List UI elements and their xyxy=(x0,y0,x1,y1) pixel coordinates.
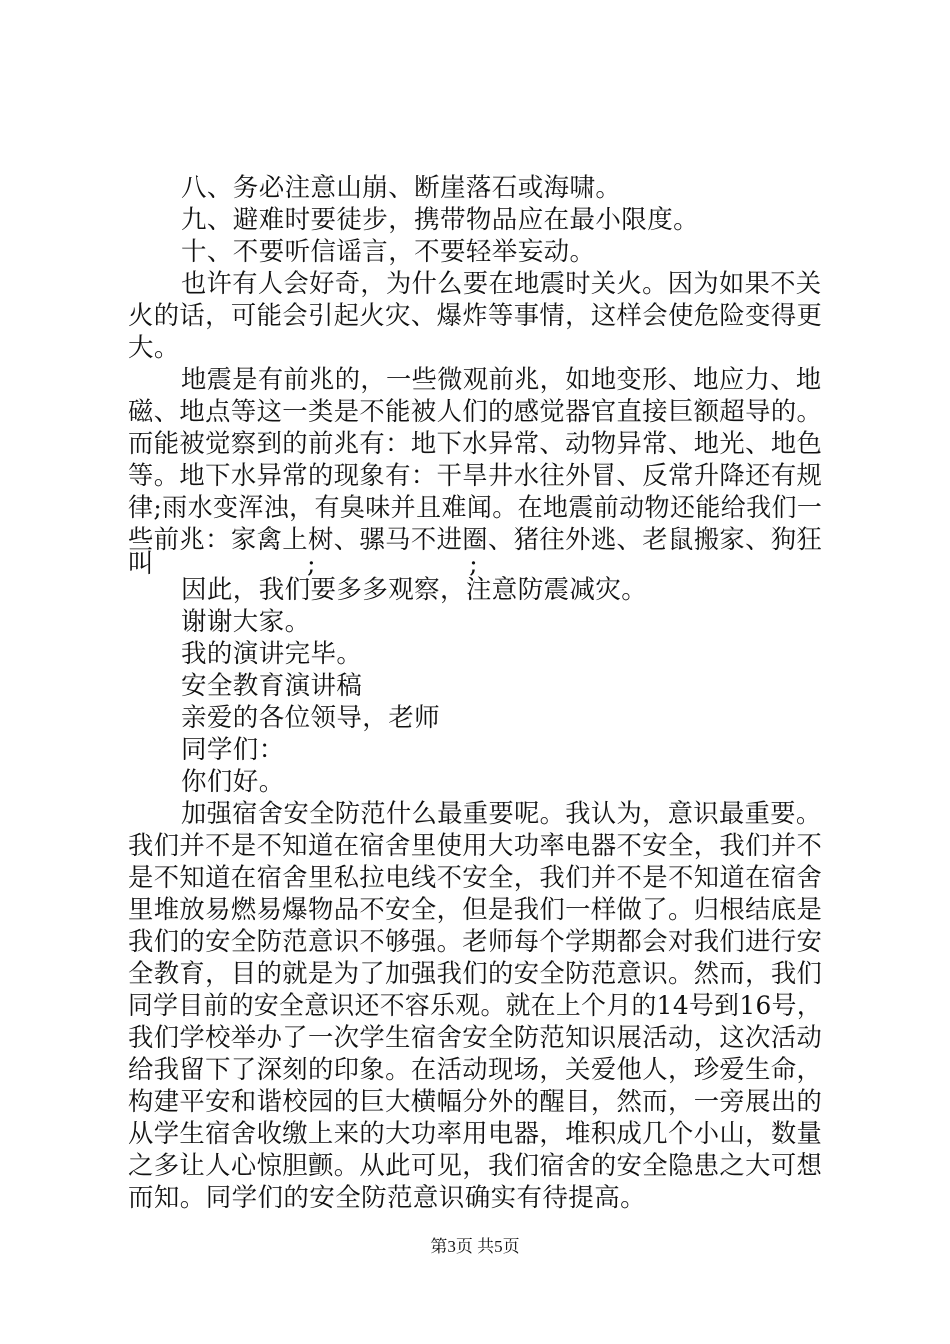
paragraph-line: 我们学校举办了一次学生宿舍安全防范知识展活动，这次活动 xyxy=(128,1023,823,1053)
paragraph-line: 是不知道在宿舍里私拉电线不安全，我们并不是不知道在宿舍 xyxy=(128,863,823,893)
paragraph-line: 我们的安全防范意识不够强。老师每个学期都会对我们进行安 xyxy=(128,927,823,957)
paragraph-line: 给我留下了深刻的印象。在活动现场，关爱他人，珍爱生命， xyxy=(128,1055,823,1085)
salutation-line: 同学们： xyxy=(181,735,285,765)
paragraph-line: 磁、地点等这一类是不能被人们的感觉器官直接巨额超导的。 xyxy=(128,397,823,427)
paragraph-line: 构建平安和谐校园的巨大横幅分外的醒目，然而，一旁展出的 xyxy=(128,1087,823,1117)
paragraph-line: 而能被觉察到的前兆有：地下水异常、动物异常、地光、地色 xyxy=(128,429,823,459)
list-item-10: 十、不要听信谣言，不要轻举妄动。 xyxy=(181,237,596,267)
paragraph-line: 律;雨水变浑浊，有臭味并且难闻。在地震前动物还能给我们一 xyxy=(128,493,823,523)
paragraph-line: 我们并不是不知道在宿舍里使用大功率电器不安全，我们并不 xyxy=(128,831,823,861)
paragraph-line: 因此，我们要多多观察，注意防震减灾。 xyxy=(181,575,648,605)
paragraph-line: 火的话，可能会引起火灾、爆炸等事情，这样会使危险变得更 xyxy=(128,301,823,331)
paragraph-line: 从学生宿舍收缴上来的大功率用电器，堆积成几个小山，数量 xyxy=(128,1119,823,1149)
paragraph-line: 而知。同学们的安全防范意识确实有待提高。 xyxy=(128,1183,647,1213)
section-title: 安全教育演讲稿 xyxy=(181,671,363,701)
paragraph-line: 全教育，目的就是为了加强我们的安全防范意识。然而，我们 xyxy=(128,959,823,989)
paragraph-line: 同学目前的安全意识还不容乐观。就在上个月的14号到16号， xyxy=(128,991,823,1021)
paragraph-line: 大。 xyxy=(128,333,180,363)
paragraph-line: 加强宿舍安全防范什么最重要呢。我认为，意识最重要。 xyxy=(181,799,822,829)
list-item-8: 八、务必注意山崩、断崖落石或海啸。 xyxy=(181,173,622,203)
paragraph-line: 谢谢大家。 xyxy=(181,607,311,637)
paragraph-line: 也许有人会好奇，为什么要在地震时关火。因为如果不关 xyxy=(181,269,822,299)
greeting-line: 你们好。 xyxy=(181,767,285,797)
list-item-9: 九、避难时要徒步，携带物品应在最小限度。 xyxy=(181,205,700,235)
paragraph-line: 些前兆：家禽上树、骡马不进圈、猪往外逃、老鼠搬家、狗狂 xyxy=(128,525,823,555)
paragraph-line: 里堆放易燃易爆物品不安全，但是我们一样做了。归根结底是 xyxy=(128,895,823,925)
paragraph-line: 叫 ; ; xyxy=(128,549,479,579)
page-number: 第3页 共5页 xyxy=(430,1237,520,1256)
paragraph-line: 地震是有前兆的，一些微观前兆，如地变形、地应力、地 xyxy=(181,365,822,395)
paragraph-line: 我的演讲完毕。 xyxy=(181,639,363,669)
salutation-line: 亲爱的各位领导，老师 xyxy=(181,703,441,733)
paragraph-line: 之多让人心惊胆颤。从此可见，我们宿舍的安全隐患之大可想 xyxy=(128,1151,823,1181)
paragraph-line: 等。地下水异常的现象有：干旱井水往外冒、反常升降还有规 xyxy=(128,461,823,491)
